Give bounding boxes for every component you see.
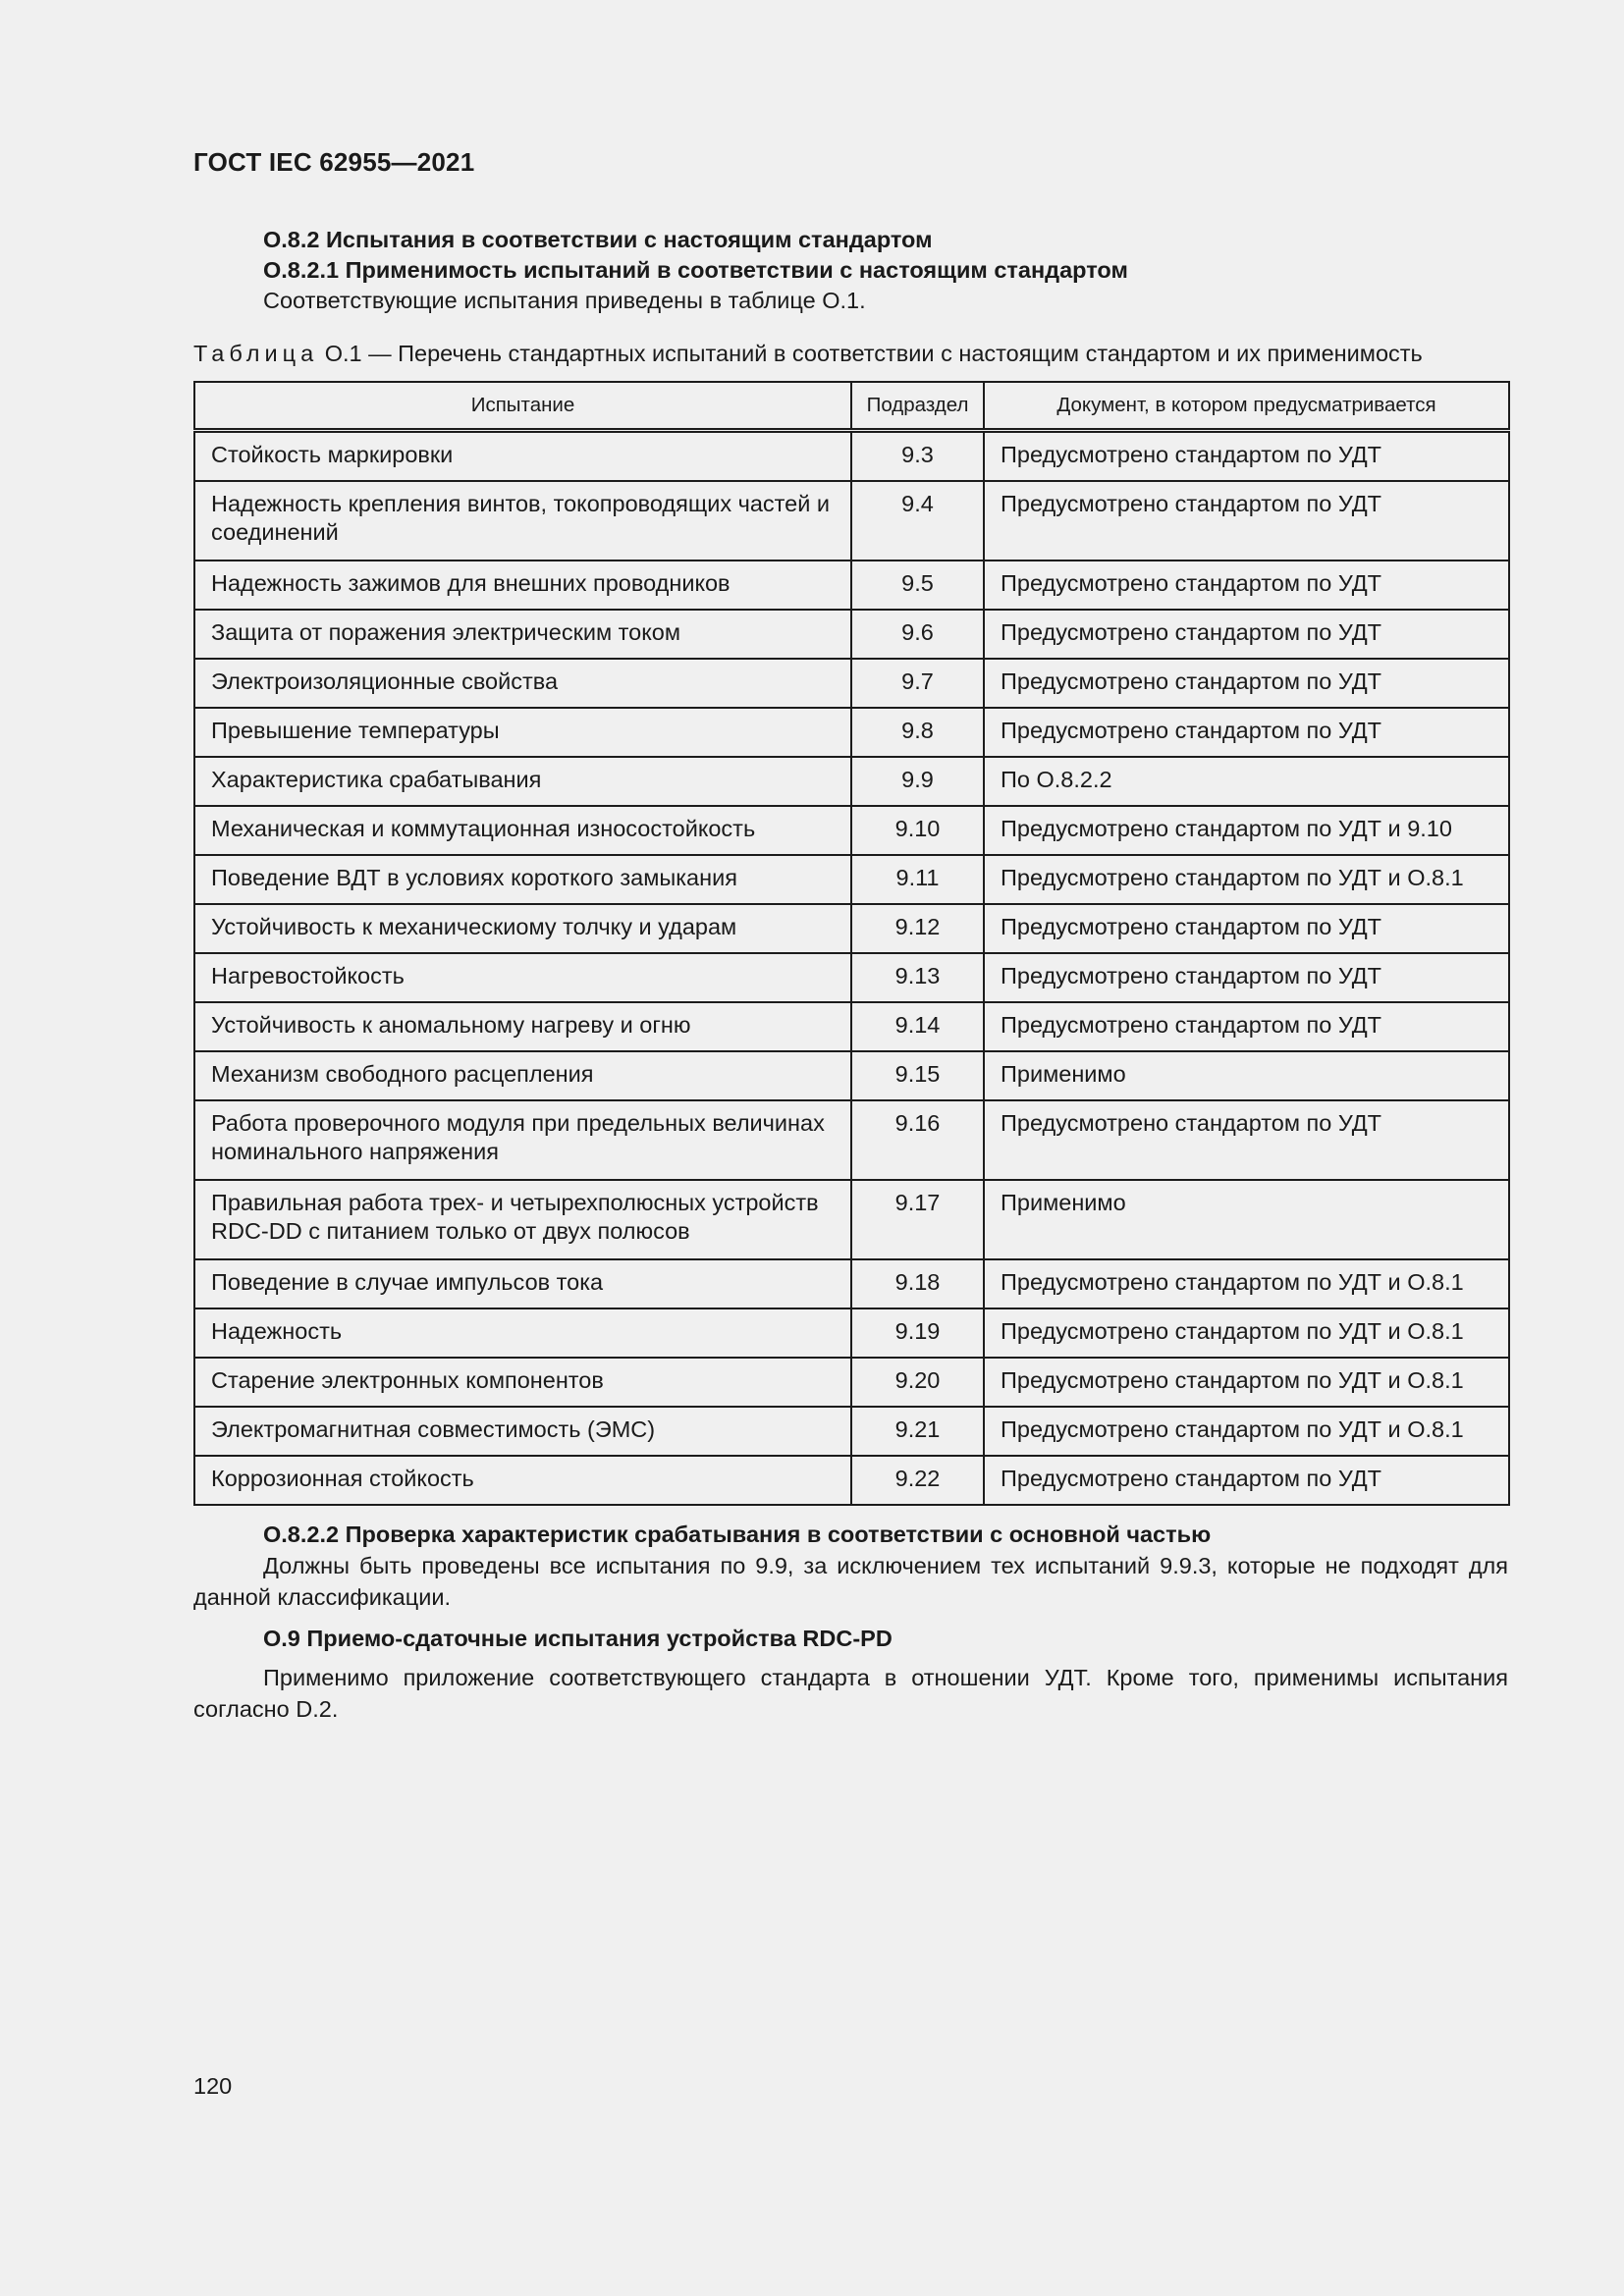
document-cell: Предусмотрено стандартом по УДТ <box>984 953 1509 1002</box>
table-caption <box>193 339 1509 369</box>
subsection-cell: 9.8 <box>851 708 984 757</box>
table-row <box>194 757 1509 806</box>
subsection-cell: 9.10 <box>851 806 984 855</box>
document-cell: Предусмотрено стандартом по УДТ и О.8.1 <box>984 1308 1509 1358</box>
subsection-cell: 9.3 <box>851 431 984 482</box>
table-row <box>194 708 1509 757</box>
test-cell: Механизм свободного расцепления <box>194 1051 851 1100</box>
table-row <box>194 1051 1509 1100</box>
subsection-cell: 9.18 <box>851 1259 984 1308</box>
subsection-cell: 9.17 <box>851 1180 984 1259</box>
subsection-cell: 9.16 <box>851 1100 984 1180</box>
table-row <box>194 1180 1509 1259</box>
section-heading-o-9: О.9 Приемо-сдаточные испытания устройства RDC-PD <box>263 1626 893 1651</box>
table-row <box>194 1456 1509 1505</box>
tests-table <box>193 381 1510 1506</box>
test-cell: Надежность крепления винтов, токопроводящих частей и соединений <box>194 481 851 561</box>
subsection-cell: 9.11 <box>851 855 984 904</box>
table-row <box>194 953 1509 1002</box>
subsection-cell: 9.12 <box>851 904 984 953</box>
document-header: ГОСТ IEC 62955—2021 <box>193 147 475 177</box>
document-cell: Предусмотрено стандартом по УДТ <box>984 904 1509 953</box>
test-cell: Нагревостойкость <box>194 953 851 1002</box>
subsection-cell: 9.6 <box>851 610 984 659</box>
table-row <box>194 1308 1509 1358</box>
test-cell: Поведение в случае импульсов тока <box>194 1259 851 1308</box>
subsection-cell: 9.20 <box>851 1358 984 1407</box>
table-header-row <box>194 382 1509 431</box>
table-row <box>194 904 1509 953</box>
test-cell: Электроизоляционные свойства <box>194 659 851 708</box>
column-header-document: Документ, в котором предусматривается <box>984 382 1509 431</box>
column-header-subsection: Подраздел <box>851 382 984 431</box>
subsection-cell: 9.7 <box>851 659 984 708</box>
test-cell: Превышение температуры <box>194 708 851 757</box>
table-row <box>194 855 1509 904</box>
document-cell: Предусмотрено стандартом по УДТ и О.8.1 <box>984 855 1509 904</box>
test-cell: Старение электронных компонентов <box>194 1358 851 1407</box>
subsection-cell: 9.4 <box>851 481 984 561</box>
document-cell: Применимо <box>984 1051 1509 1100</box>
test-cell: Характеристика срабатывания <box>194 757 851 806</box>
test-cell: Правильная работа трех- и четырехполюсных устройств RDC-DD с питанием только от двух полюсов <box>194 1180 851 1259</box>
table-row <box>194 610 1509 659</box>
table-caption-text: О.1 — Перечень стандартных испытаний в соответствии с настоящим стандартом и их применимость <box>324 341 1423 366</box>
table-row <box>194 1259 1509 1308</box>
document-cell: Предусмотрено стандартом по УДТ и 9.10 <box>984 806 1509 855</box>
table-row <box>194 806 1509 855</box>
document-cell: Предусмотрено стандартом по УДТ <box>984 1456 1509 1505</box>
test-cell: Надежность <box>194 1308 851 1358</box>
subsection-cell: 9.5 <box>851 561 984 610</box>
table-row <box>194 1100 1509 1180</box>
test-cell: Надежность зажимов для внешних проводников <box>194 561 851 610</box>
test-cell: Стойкость маркировки <box>194 431 851 482</box>
test-cell: Электромагнитная совместимость (ЭМС) <box>194 1407 851 1456</box>
subsection-cell: 9.14 <box>851 1002 984 1051</box>
test-cell: Защита от поражения электрическим током <box>194 610 851 659</box>
section-heading-o-8-2-2: О.8.2.2 Проверка характеристик срабатывания в соответствии с основной частью <box>263 1522 1212 1547</box>
table-row <box>194 481 1509 561</box>
subsection-cell: 9.19 <box>851 1308 984 1358</box>
test-cell: Устойчивость к аномальному нагреву и огню <box>194 1002 851 1051</box>
page-number: 120 <box>193 2073 233 2099</box>
table-row <box>194 659 1509 708</box>
document-cell: Предусмотрено стандартом по УДТ <box>984 1100 1509 1180</box>
document-cell: Предусмотрено стандартом по УДТ <box>984 1002 1509 1051</box>
document-cell: Предусмотрено стандартом по УДТ <box>984 561 1509 610</box>
table-row <box>194 1407 1509 1456</box>
test-cell: Механическая и коммутационная износостойкость <box>194 806 851 855</box>
column-header-test: Испытание <box>194 382 851 431</box>
document-cell: По О.8.2.2 <box>984 757 1509 806</box>
document-cell: Предусмотрено стандартом по УДТ <box>984 431 1509 482</box>
subsection-cell: 9.21 <box>851 1407 984 1456</box>
test-cell: Поведение ВДТ в условиях короткого замыкания <box>194 855 851 904</box>
table-row <box>194 1002 1509 1051</box>
section-text-o-9: Применимо приложение соответствующего стандарта в отношении УДТ. Кроме того, применимы испытания согласно D.2. <box>193 1665 1508 1722</box>
document-cell: Предусмотрено стандартом по УДТ <box>984 610 1509 659</box>
document-cell: Предусмотрено стандартом по УДТ <box>984 659 1509 708</box>
document-cell: Предусмотрено стандартом по УДТ и О.8.1 <box>984 1259 1509 1308</box>
document-cell: Предусмотрено стандартом по УДТ и О.8.1 <box>984 1358 1509 1407</box>
document-cell: Предусмотрено стандартом по УДТ <box>984 481 1509 561</box>
section-heading-o-8-2: О.8.2 Испытания в соответствии с настоящим стандартом <box>263 227 933 252</box>
subsection-cell: 9.15 <box>851 1051 984 1100</box>
subsection-cell: 9.13 <box>851 953 984 1002</box>
test-cell: Коррозионная стойкость <box>194 1456 851 1505</box>
section-text-o-8-2-2: Должны быть проведены все испытания по 9.9, за исключением тех испытаний 9.9.3, которые не подходят для данной классификации. <box>193 1553 1508 1610</box>
document-cell: Применимо <box>984 1180 1509 1259</box>
section-heading-o-8-2-1: О.8.2.1 Применимость испытаний в соответствии с настоящим стандартом <box>263 257 1128 283</box>
table-row <box>194 1358 1509 1407</box>
table-row <box>194 561 1509 610</box>
document-cell: Предусмотрено стандартом по УДТ <box>984 708 1509 757</box>
table-caption-label: Таблица <box>193 341 319 366</box>
table-row <box>194 431 1509 482</box>
subsection-cell: 9.22 <box>851 1456 984 1505</box>
test-cell: Работа проверочного модуля при предельных величинах номинального напряжения <box>194 1100 851 1180</box>
test-cell: Устойчивость к механическиому толчку и ударам <box>194 904 851 953</box>
document-cell: Предусмотрено стандартом по УДТ и О.8.1 <box>984 1407 1509 1456</box>
section-text-o-8-2-1: Соответствующие испытания приведены в таблице О.1. <box>263 288 866 313</box>
subsection-cell: 9.9 <box>851 757 984 806</box>
